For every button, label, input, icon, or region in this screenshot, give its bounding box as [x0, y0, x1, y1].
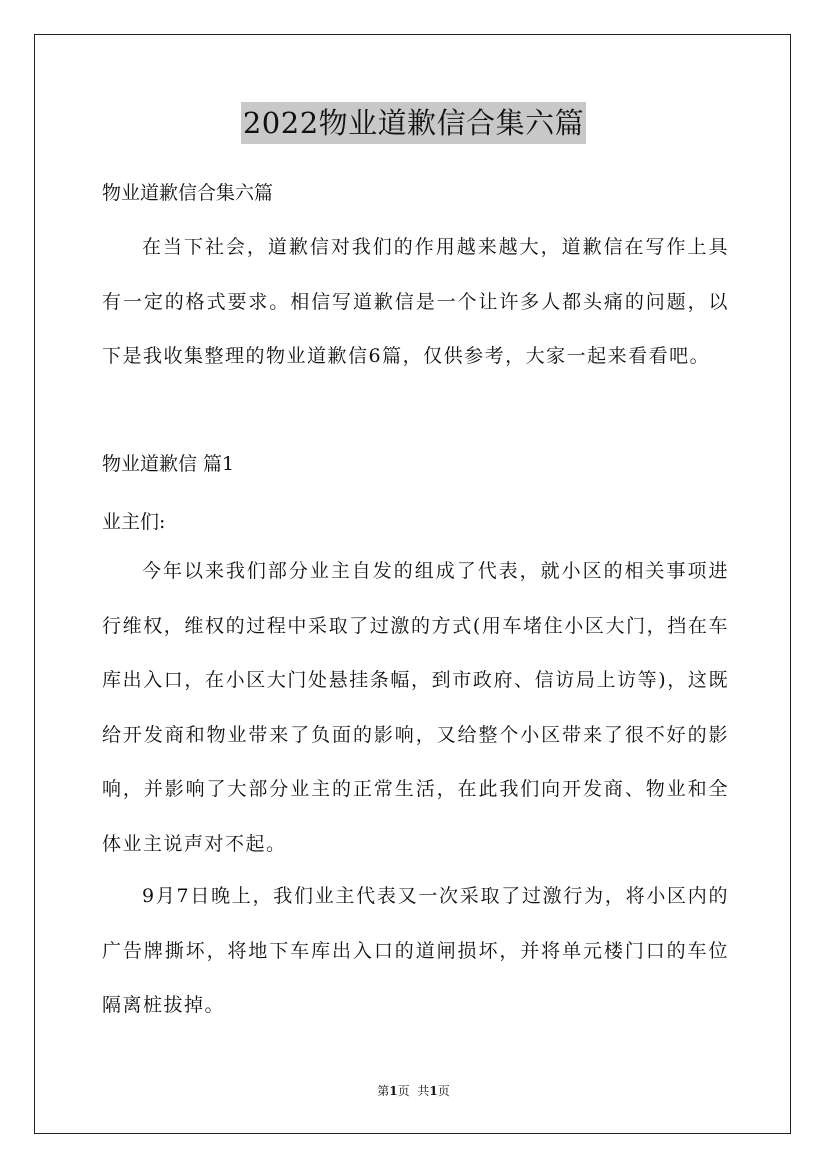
- total-prefix: 共: [417, 1084, 430, 1098]
- section-heading: 物业道歉信 篇1: [102, 453, 235, 475]
- document-title: [0, 102, 827, 144]
- salutation: 业主们:: [102, 511, 166, 533]
- intro-paragraph: 在当下社会，道歉信对我们的作用越来越大，道歉信在写作上具有一定的格式要求。相信写道歉信是一个让许多人都头痛的问题，以下是我收集整理的物业道歉信6篇，仅供参考，大家一起来看看吧。: [102, 236, 729, 367]
- total-suffix: 页: [437, 1084, 450, 1098]
- body-paragraph-2: 9月7日晚上，我们业主代表又一次采取了过激行为，将小区内的广告牌撕坏，将地下车库出入口的道闸损坏，并将单元楼门口的车位隔离桩拔掉。: [102, 885, 729, 1016]
- document-title-text: 2022物业道歉信合集六篇: [241, 102, 586, 144]
- total-pages: 1: [429, 1084, 438, 1098]
- body-paragraph-1: 今年以来我们部分业主自发的组成了代表，就小区的相关事项进行维权，维权的过程中采取了过激的方式(用车堵住小区大门，挡在车库出入口，在小区大门处悬挂条幅，到市政府、信访局上访等)，这既给开发商和物业带来了负面的影响，又给整个小区带来了很不好的影响，并影响了大部分业主的正常生活，在此我们向开发商、物业和全体业主说声对不起。: [102, 560, 729, 855]
- page-footer: [0, 1082, 827, 1100]
- page-suffix: 页: [397, 1084, 410, 1098]
- document-subtitle: 物业道歉信合集六篇: [102, 182, 274, 204]
- page-prefix: 第: [377, 1084, 390, 1098]
- page-number: 1: [389, 1084, 398, 1098]
